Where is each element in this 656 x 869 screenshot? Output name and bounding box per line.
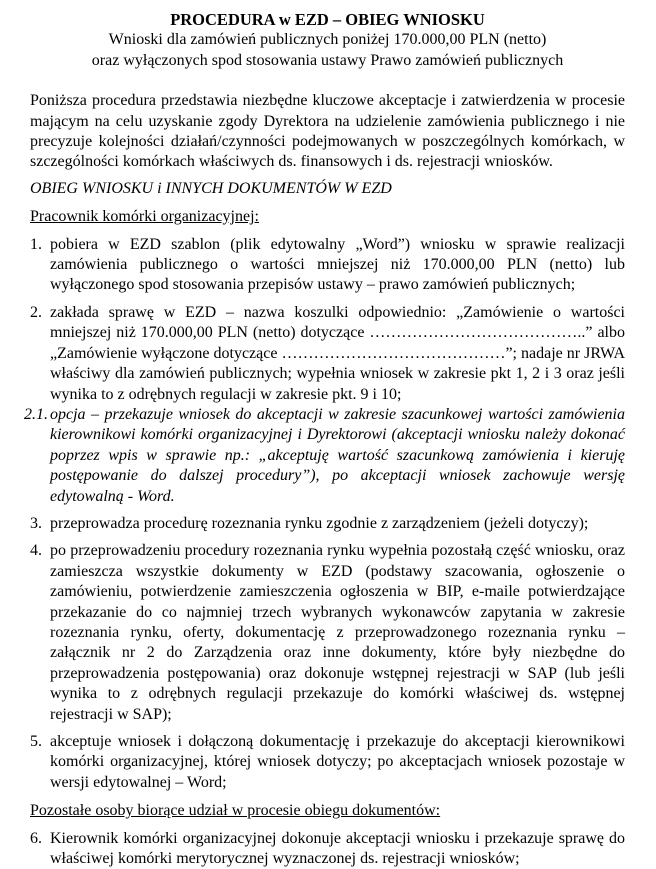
- document-subtitle-line2: oraz wyłączonych spod stosowania ustawy Prawo zamówień publicznych: [91, 51, 564, 69]
- list-item-3: [30, 514, 625, 534]
- section-heading: OBIEG WNIOSKU i INNYCH DOKUMENTÓW W EZD: [30, 179, 392, 197]
- list-item-2-1: [24, 405, 625, 507]
- list-item-1-text: pobiera w EZD szablon (plik edytowalny „Word”) wniosku w sprawie realizacji zamówienia publicznego o wartości mniejszej niż 170.000,00 PLN (netto) lub wyłączonego spod stosowania przepisów ustawy – prawo zamówień publicznych;: [50, 235, 625, 294]
- numbered-list-others: [30, 829, 625, 869]
- list-item-4-text: po przeprowadzeniu procedury rozeznania rynku wypełnia pozostałą część wniosku, oraz zamieszcza wszystkie dokumenty w EZD (podstawy szacowania, ogłoszenie o zamówieniu, potwierdzenie zamieszczenia ogłoszenia w BIP, e-maile potwierdzające przekazanie do co najmniej trzech wybranych wykonawców zapytania w zakresie rozeznania rynku, oferty, dokumentację z przeprowadzonego rozeznania rynku – załącznik nr 2 do Zarządzenia oraz inne dokumenty, które były niezbędne do przeprowadzenia postępowania) oraz dokonuje wstępnej rejestracji w SAP (lub jeśli wynika to z odrębnych regulacji przekazuje do komórki właściwej ds. wstępnej rejestracji w SAP);: [50, 542, 625, 723]
- list-item-2-1-text: opcja – przekazuje wniosek do akceptacji w zakresie szacunkowej wartości zamówienia kierownikowi komórki organizacyjnej i Dyrektorowi (akceptacji wniosku należy dokonać poprzez wpis w sprawie np.: „akceptuję wartość szacunkową zamówienia i kieruję postępowanie do dalszej procedury”), po akceptacji wniosek zachowuje wersję edytowalną - Word.: [50, 405, 625, 505]
- numbered-list-main: [24, 235, 625, 794]
- list-item-2-1-number: 2.1.: [24, 405, 48, 423]
- list-item-3-text: przeprowadza procedurę rozeznania rynku zgodnie z zarządzeniem (jeżeli dotyczy);: [50, 514, 589, 532]
- document-title: PROCEDURA w EZD – OBIEG WNIOSKU: [170, 10, 485, 29]
- list-item-3-number: 3.: [30, 514, 42, 532]
- list-item-4-number: 4.: [30, 542, 42, 560]
- list-item-5: [30, 732, 625, 793]
- list-item-1-number: 1.: [30, 235, 42, 253]
- list-item-6: [30, 829, 625, 869]
- intro-paragraph: Poniższa procedura przedstawia niezbędne kluczowe akceptacje i zatwierdzenia w procesie mającym na celu uzyskanie zgody Dyrektora na udzielenie zamówienia publicznego i nie precyzuje kolejności działań/czynności podejmowanych w poszczególnych komórkach, w szczególności komórkach właściwych ds. finansowych i ds. rejestracji wniosków.: [30, 92, 625, 171]
- list-item-5-number: 5.: [30, 733, 42, 750]
- list-item-5-text: akceptuje wniosek i dołączoną dokumentację i przekazuje do akceptacji kierownikowi komórki organizacyjnej, której wniosek dotyczy; po akceptacjach wniosek pozostaje w wersji edytowalnej – Word;: [50, 733, 625, 791]
- list-item-1: [30, 235, 625, 296]
- subheading-other-persons: [30, 801, 625, 821]
- list-item-2-number: 2.: [30, 303, 42, 321]
- document-subtitle-line1: Wnioski dla zamówień publicznych poniżej 170.000,00 PLN (netto): [108, 31, 547, 49]
- list-item-6-text: Kierownik komórki organizacyjnej dokonuje akceptacji wniosku i przekazuje sprawę do właściwej komórki merytorycznej wyznaczonej ds. rejestracji wniosków;: [50, 829, 625, 868]
- subheading-employee-label: Pracownik komórki organizacyjnej:: [30, 208, 259, 226]
- list-item-4: [30, 541, 625, 725]
- subheading-other-persons-label: Pozostałe osoby biorące udział w procesie obiegu dokumentów:: [30, 802, 441, 820]
- list-item-2: [30, 303, 625, 405]
- list-item-2-text: zakłada sprawę w EZD – nazwa koszulki odpowiednio: „Zamówienie o wartości mniejszej niż 170.000,00 PLN (netto) dotyczące …………………………………..” albo „Zamówienie wyłączone dotyczące ……………………………………”; nadaje nr JRWA właściwy dla zamówień publicznych; wypełnia wniosek w zakresie pkt 1, 2 i 3 oraz jeśli wynika to z odrębnych regulacji w zakresie pkt. 9 i 10;: [50, 303, 625, 403]
- subheading-employee: [30, 207, 625, 227]
- list-item-6-number: 6.: [30, 829, 42, 847]
